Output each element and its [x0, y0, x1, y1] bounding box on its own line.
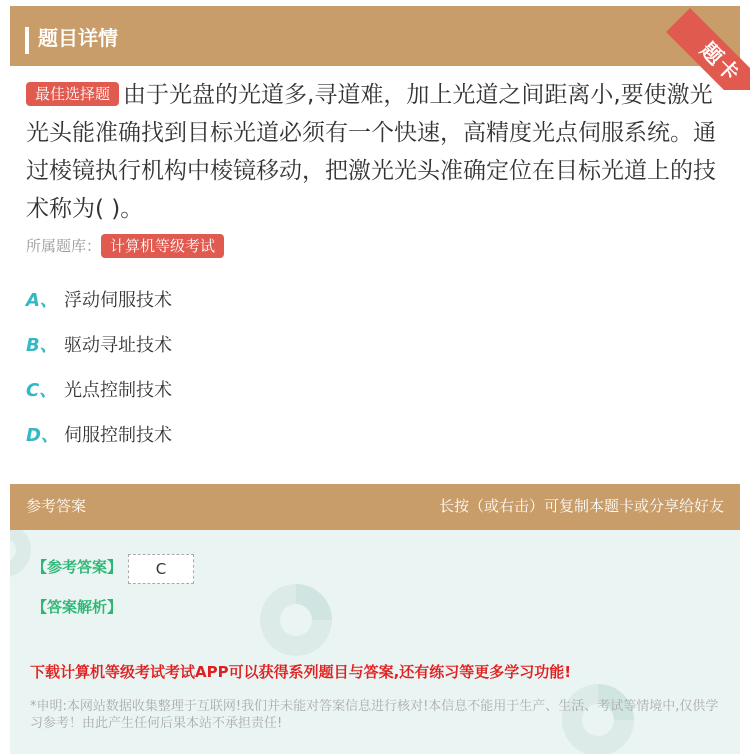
option-letter: C、	[26, 380, 58, 401]
header-accent-bar	[25, 27, 29, 54]
answer-header	[10, 484, 740, 530]
bank-tag[interactable]: 计算机等级考试	[101, 234, 224, 258]
answer-header-label: 参考答案	[26, 497, 87, 515]
question-type-badge: 最佳选择题	[26, 82, 119, 106]
app-download-link[interactable]: 下载计算机等级考试考试APP可以获得系列题目与答案,还有练习等更多学习功能!	[30, 663, 572, 681]
explanation-label: 【答案解析】	[32, 598, 123, 616]
watermark-logo-icon	[10, 530, 34, 580]
detail-header	[10, 6, 740, 66]
share-hint: 长按（或右击）可复制本题卡或分享给好友	[438, 497, 724, 515]
answer-value: C	[128, 554, 194, 584]
option-letter: A、	[26, 290, 58, 311]
option-text: 驱动寻址技术	[64, 335, 172, 356]
option-d[interactable]	[26, 423, 172, 449]
question-text	[26, 76, 726, 228]
bank-label: 所属题库：	[26, 237, 102, 255]
option-a[interactable]	[26, 288, 172, 314]
page-title: 题目详情	[38, 26, 118, 50]
option-text: 光点控制技术	[64, 380, 172, 401]
answer-panel	[10, 530, 740, 754]
reference-answer-label: 【参考答案】	[32, 558, 123, 576]
option-letter: B、	[26, 335, 58, 356]
option-letter: D、	[26, 425, 59, 446]
disclaimer-text: *申明:本网站数据收集整理于互联网!我们并未能对答案信息进行核对!本信息不能用于生产、生活、考试等情境中,仅供学习参考！由此产生任何后果本站不承担责任!	[30, 699, 719, 731]
ribbon-label: 题卡	[666, 8, 750, 90]
option-c[interactable]	[26, 378, 172, 404]
option-b[interactable]	[26, 333, 172, 359]
question-body: 由于光盘的光道多,寻道难，加上光道之间距离小,要使激光光头能准确找到目标光道必须有一个快速，高精度光点伺服系统。通过棱镜执行机构中棱镜移动，把激光光头准确定位在目标光道上的技术称为( )。	[26, 82, 716, 222]
question-bank	[26, 233, 228, 259]
option-text: 浮动伺服技术	[64, 290, 172, 311]
option-text: 伺服控制技术	[64, 425, 172, 446]
watermark-logo-icon	[256, 580, 336, 660]
